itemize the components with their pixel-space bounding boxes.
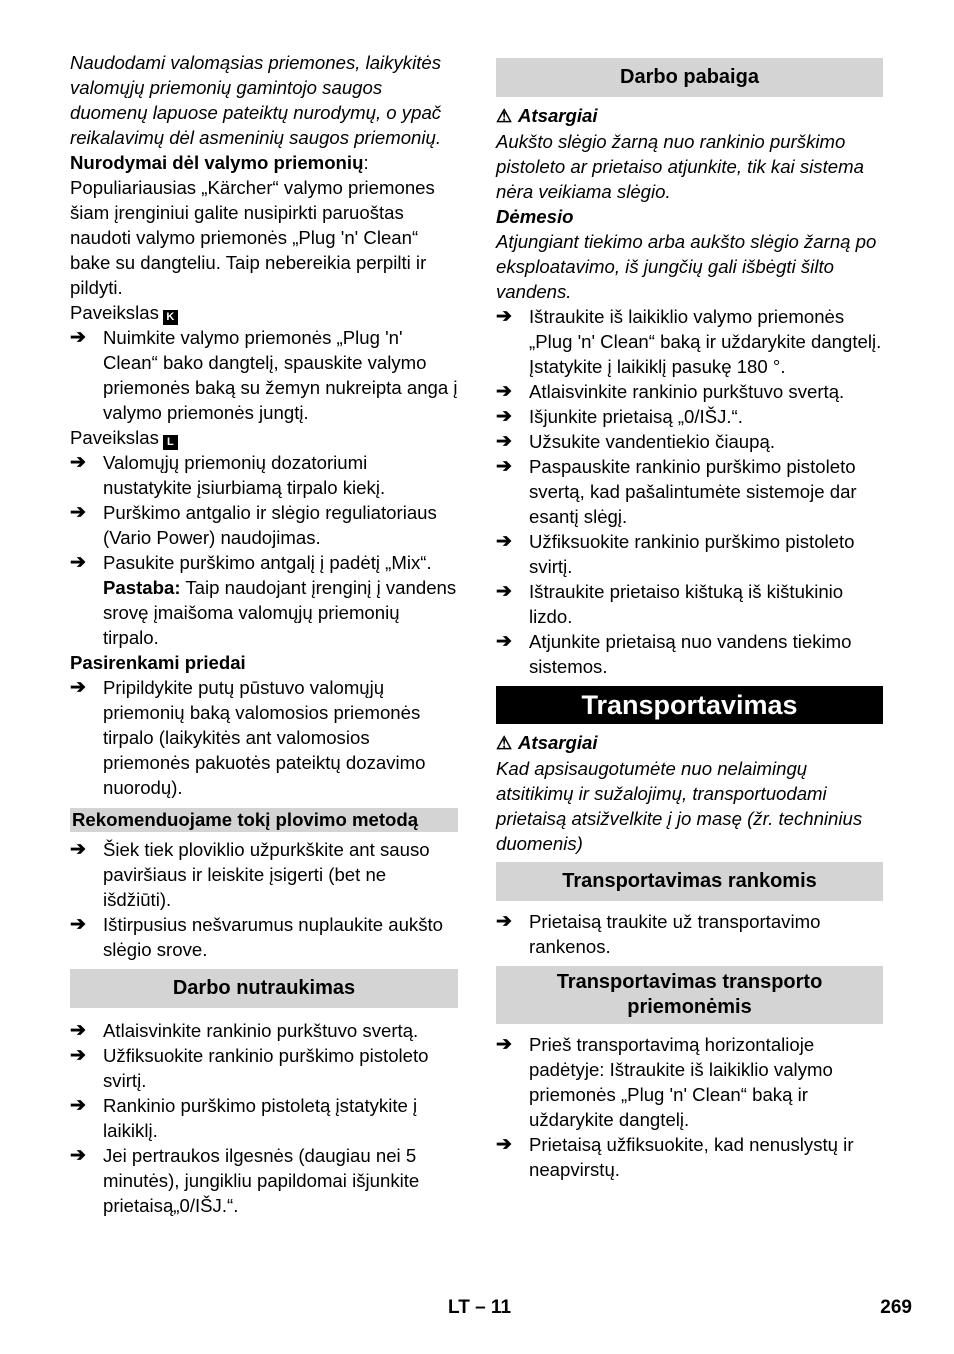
step-text: Pasukite purškimo antgalį į padėtį „Mix“. [103,552,432,573]
step-item [496,404,883,429]
arrow-icon: ➔ [70,327,86,348]
figure-l-badge: L [163,435,178,450]
step-item [70,837,458,912]
end-steps-list [496,304,883,679]
step-item [70,450,458,500]
page-number: 269 [880,1297,912,1318]
arrow-icon: ➔ [496,531,512,552]
arrow-icon: ➔ [70,1145,86,1166]
step-text: Užsukite vandentiekio čiaupą. [529,431,775,452]
step-item [496,909,883,959]
step-text: Užfiksuokite rankinio purškimo pistoleto svirtį. [103,1045,429,1091]
caution-text: Aukšto slėgio žarną nuo rankinio purškimo pistoleto ar prietaiso atjunkite, tik kai sistema nėra veikiama slėgio. [496,131,864,202]
transport-heading: Transportavimas [496,686,883,724]
step-item [496,454,883,529]
method-heading: Rekomenduojame tokį plovimo metodą [70,808,458,832]
vehicle-transport-heading: Transportavimas transporto priemonėmis [496,966,883,1024]
caution2-text: Kad apsisaugotumėte nuo nelaimingų atsitikimų ir sužalojimų, transportuodami prietaisą atsižvelkite į jo masę (žr. techninius duomenis) [496,758,863,854]
step-text: Ištraukite iš laikiklio valymo priemonės „Plug 'n' Clean“ baką ir uždarykite dangtelį. Įstatykite į laikiklį pasukę 180 °. [529,306,882,377]
caution-title [496,103,883,129]
warning-icon: ⚠ [496,733,513,753]
accessories-heading: Pasirenkami priedai [70,652,246,673]
step-text: Jei pertraukos ilgesnės (daugiau nei 5 minutės), jungikliu papildomai išjunkite prietaisą„0/IŠJ.“. [103,1145,420,1216]
footer-language-code: LT – 11 [448,1297,512,1318]
arrow-icon: ➔ [70,452,86,473]
arrow-icon: ➔ [70,552,86,573]
figure-k-ref [70,300,458,325]
arrow-icon: ➔ [70,677,86,698]
step-item [70,1018,458,1043]
step-text: Ištraukite prietaiso kištuką iš kištukinio lizdo. [529,581,844,627]
left-column [70,50,458,1218]
step-item [496,529,883,579]
arrow-icon: ➔ [70,839,86,860]
right-column [496,50,883,1182]
arrow-icon: ➔ [496,406,512,427]
figure-label: Paveikslas [70,427,159,448]
arrow-icon: ➔ [496,431,512,452]
arrow-icon: ➔ [496,456,512,477]
cleaner-label: Nurodymai dėl valymo priemonių [70,152,364,173]
step-text: Rankinio purškimo pistoletą įstatykite į laikiklį. [103,1095,418,1141]
cleaner-text: : Populiariausias „Kärcher“ valymo priemones šiam įrenginiui galite nusipirkti paruoštas naudoti valymo priemonės „Plug 'n' Clean“ bake su dangteliu. Taip nebereikia perpilti ir pildyti. [70,152,435,298]
step-text: Išjunkite prietaisą „0/IŠJ.“. [529,406,743,427]
step-text: Šiek tiek ploviklio užpurkškite ant sauso paviršiaus ir leiskite įsigerti (bet ne išdžiūti). [103,839,430,910]
step-text: Purškimo antgalio ir slėgio reguliatoriaus (Vario Power) naudojimas. [103,502,437,548]
step-text: Prietaisą traukite už transportavimo rankenos. [529,911,821,957]
arrow-icon: ➔ [496,381,512,402]
note-label: Pastaba: [103,577,181,598]
step-item [496,379,883,404]
step-item [496,1032,883,1132]
step-text: Atlaisvinkite rankinio purkštuvo svertą. [529,381,845,402]
arrow-icon: ➔ [496,306,512,327]
arrow-icon: ➔ [496,581,512,602]
attention-label: Dėmesio [496,206,574,227]
figure-k-badge: K [163,310,178,325]
arrow-icon: ➔ [496,1034,512,1055]
step-item [70,675,458,800]
attention-text: Atjungiant tiekimo arba aukšto slėgio žarną po eksploatavimo, iš jungčių gali išbėgti šilto vandens. [496,231,877,302]
step-item [70,1143,458,1218]
step-text: Ištirpusius nešvarumus nuplaukite aukšto slėgio srove. [103,914,444,960]
caution2-label: Atsargiai [518,732,598,753]
step-text: Paspauskite rankinio purškimo pistoleto svertą, kad pašalintumėte sistemoje dar esantį slėgį. [529,456,857,527]
figure-l-ref [70,425,458,450]
step-item [496,629,883,679]
step-text: Pripildykite putų pūstuvo valomųjų priemonių baką valomosios priemonės tirpalo (laikykitės ant valomosios priemonės pakuotės pateiktų dozavimo nuorodų). [103,677,426,798]
arrow-icon: ➔ [70,1095,86,1116]
step-text: Prieš transportavimą horizontalioje padėtyje: Ištraukite iš laikiklio valymo priemonės „Plug 'n' Clean“ baką ir uždarykite dangtelį. [529,1034,833,1130]
step-item [496,304,883,379]
caution2-title [496,730,883,756]
arrow-icon: ➔ [496,1134,512,1155]
step-text: Atjunkite prietaisą nuo vandens tiekimo sistemos. [529,631,852,677]
step-item [70,1043,458,1093]
step-item [70,912,458,962]
step-text: Nuimkite valymo priemonės „Plug 'n' Clean“ bako dangtelį, spauskite valymo priemonės baką su žemyn nukreipta anga į valymo priemonės jungtį. [103,327,458,423]
step-item [70,550,458,650]
step-item [70,325,458,425]
step-item [496,1132,883,1182]
step-text: Prietaisą užfiksuokite, kad nenuslystų ir neapvirstų. [529,1134,854,1180]
step-text: Atlaisvinkite rankinio purkštuvo svertą. [103,1020,419,1041]
hand-transport-heading: Transportavimas rankomis [496,862,883,901]
warning-icon: ⚠ [496,106,513,126]
figure-label: Paveikslas [70,302,159,323]
interrupt-heading: Darbo nutraukimas [70,969,458,1008]
cleaner-note [70,150,458,300]
step-item [70,500,458,550]
arrow-icon: ➔ [70,1045,86,1066]
step-text: Užfiksuokite rankinio purškimo pistoleto svirtį. [529,531,855,577]
step-item [496,429,883,454]
end-heading: Darbo pabaiga [496,58,883,97]
note-text: Taip naudojant įrenginį į vandens srovę įmaišoma valomųjų priemonių tirpalo. [103,577,457,648]
intro-paragraph: Naudodami valomąsias priemones, laikykitės valomųjų priemonių gamintojo saugos duomenų lapuose pateiktų nurodymų, o ypač reikalavimų dėl asmeninių saugos priemonių. [70,52,442,148]
arrow-icon: ➔ [496,911,512,932]
arrow-icon: ➔ [496,631,512,652]
step-item [496,579,883,629]
arrow-icon: ➔ [70,1020,86,1041]
arrow-icon: ➔ [70,502,86,523]
arrow-icon: ➔ [70,914,86,935]
step-item [70,1093,458,1143]
step-text: Valomųjų priemonių dozatoriumi nustatykite įsiurbiamą tirpalo kiekį. [103,452,386,498]
caution-label: Atsargiai [518,105,598,126]
